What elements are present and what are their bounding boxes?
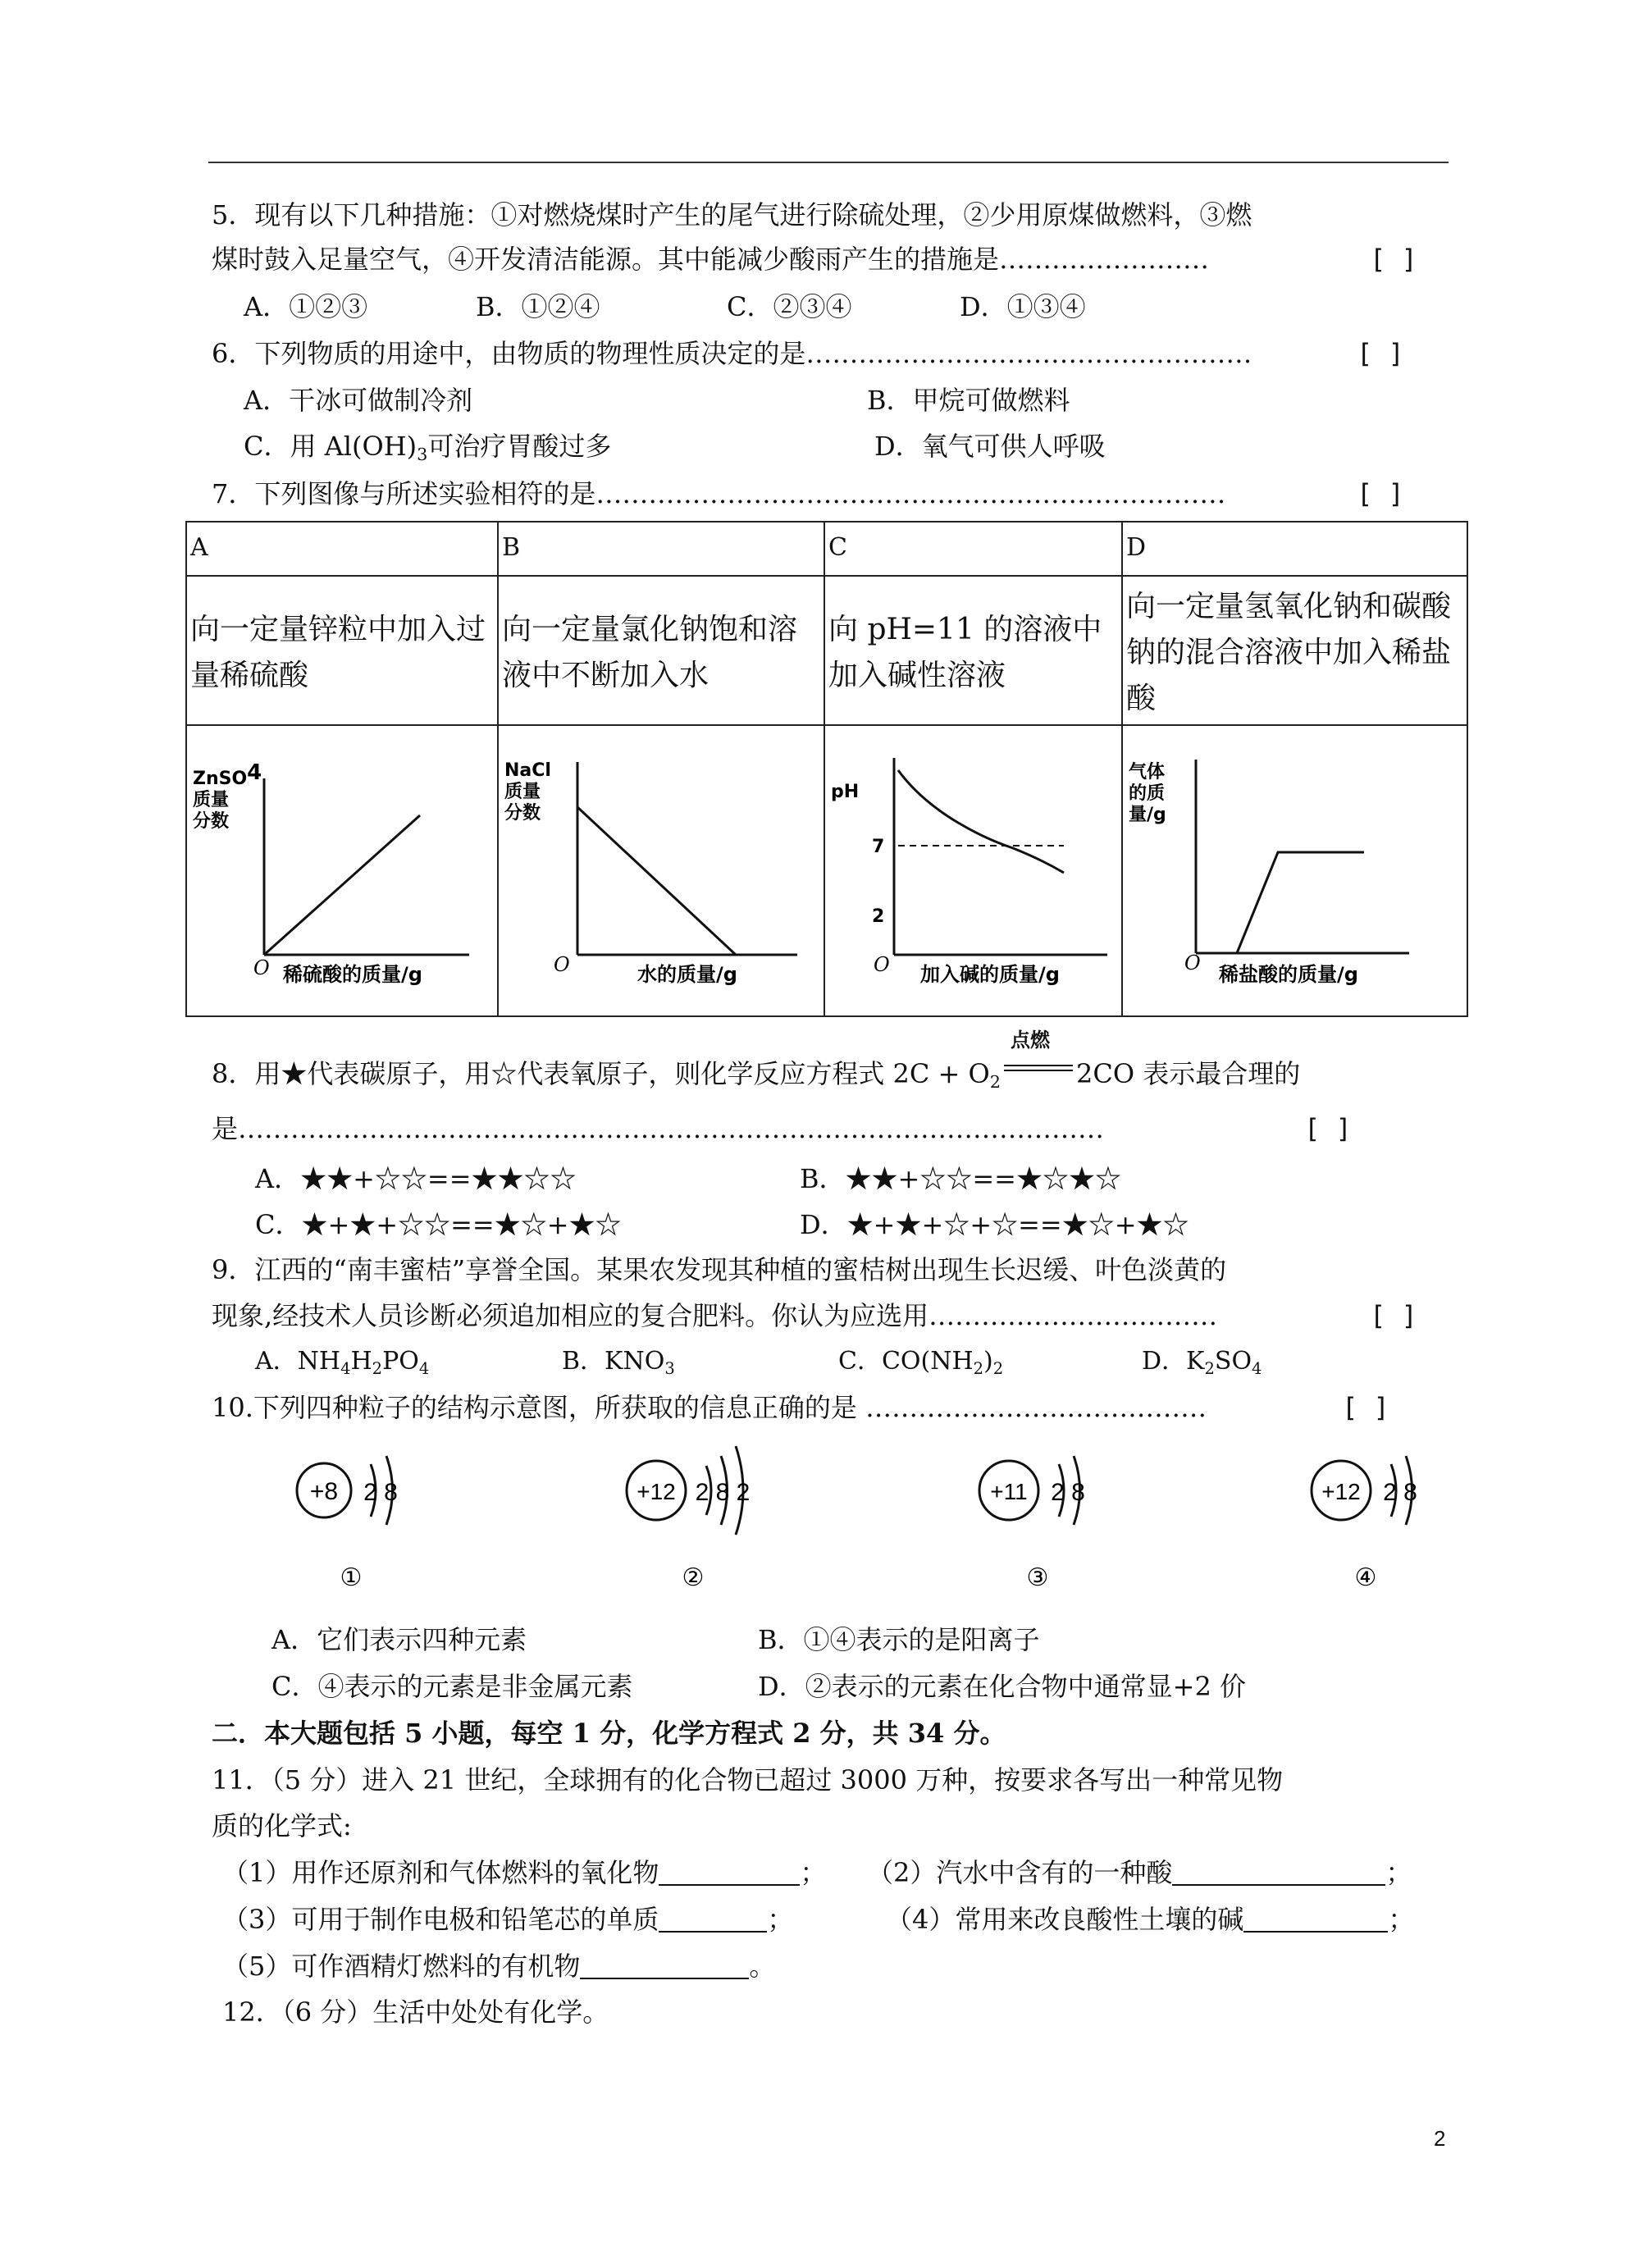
q8-option-b: B．★★+☆☆==★☆★☆ (800, 1163, 1121, 1194)
q11-item-2-text: （2）汽水中含有的一种酸 (867, 1857, 1173, 1888)
page-number: 2 (1434, 2126, 1446, 2151)
q9-option-a-s2: 2 (372, 1358, 383, 1378)
q8-option-d: D．★+★+☆+☆==★☆+★☆ (800, 1209, 1189, 1240)
q7-header-d: D (1126, 533, 1147, 562)
atom-4-label: ④ (1354, 1563, 1377, 1592)
q7-header-b: B (502, 533, 521, 562)
q11-item-3-text: （3）可用于制作电极和铅笔芯的单质 (222, 1904, 659, 1935)
q6-option-c-sub: 3 (417, 445, 428, 465)
q11-answer-2-blank[interactable] (1172, 1858, 1385, 1886)
q10-stem: 10.下列四种粒子的结构示意图，所获取的信息正确的是 ………………………………… (212, 1392, 1207, 1423)
q11-item-1 (222, 1857, 826, 1888)
q7-header-c: C (828, 533, 847, 562)
chart-a-ylabel-1: ZnSO4 (193, 760, 262, 789)
q11-item-4 (886, 1904, 1414, 1935)
q11-item-2 (867, 1857, 1412, 1888)
q11-line2: 质的化学式: (212, 1810, 352, 1841)
q11-item-5-text: （5）可作酒精灯燃料的有机物 (222, 1951, 581, 1982)
q11-line1: 11．（5 分）进入 21 世纪，全球拥有的化合物已超过 3000 万种，按要求各写出一种常见物 (212, 1764, 1284, 1796)
q9-line1: 9．江西的“南丰蜜桔”享誉全国。某果农发现其种植的蜜桔树出现生长迟缓、叶色淡黄的 (212, 1254, 1227, 1285)
q6-stem: 6．下列物质的用途中，由物质的物理性质决定的是…………………………………………… (212, 338, 1252, 369)
q10-answer-bracket[interactable]: [ ] (1342, 1392, 1389, 1423)
q10-option-c: C．④表示的元素是非金属元素 (271, 1671, 633, 1702)
q5-line2-text: 煤时鼓入足量空气，④开发清洁能源。其中能减少酸雨产生的措施是…………………… (212, 244, 1210, 275)
q11-item-2-sep: ； (1385, 1857, 1412, 1888)
q11-item-1-sep: ； (800, 1857, 827, 1888)
atom-3-label: ③ (1026, 1563, 1049, 1592)
q9-option-c (838, 1347, 1003, 1376)
q7-desc-d: 向一定量氢氧化钠和碳酸钠的混合溶液中加入稀盐酸 (1126, 590, 1452, 715)
q11-item-3-sep: ； (767, 1904, 794, 1935)
chart-b-origin: O (554, 953, 570, 976)
q9-option-b (562, 1347, 675, 1376)
chart-c (824, 725, 1122, 1016)
atom-1-label: ① (340, 1563, 363, 1592)
q11-item-5 (222, 1951, 775, 1982)
q11-answer-1-blank[interactable] (659, 1858, 800, 1886)
q11-item-4-text: （4）常用来改良酸性土壤的碱 (886, 1904, 1244, 1935)
q11-item-5-sep: 。 (749, 1951, 776, 1982)
chart-a-xlabel: 稀硫酸的质量/g (283, 963, 422, 986)
chart-c-tick-7: 7 (872, 837, 885, 857)
q8-reaction-arrow (1001, 1029, 1076, 1083)
q7-desc-a: 向一定量锌粒中加入过量稀硫酸 (190, 613, 486, 692)
chart-d-ylabel-1: 气体 (1129, 762, 1166, 783)
q5-option-c: C．②③④ (727, 291, 852, 322)
q7-header-a: A (190, 533, 208, 562)
chart-d-xlabel: 稀盐酸的质量/g (1219, 963, 1358, 986)
q5-answer-bracket[interactable]: [ ] (1370, 244, 1417, 275)
q9-option-d-t1: D．K (1142, 1347, 1205, 1376)
atom-3-shells: 2 8 (1051, 1479, 1085, 1506)
q9-option-c-t1: C．CO(NH (838, 1347, 974, 1376)
chart-b-ylabel-1: NaCl (504, 760, 551, 781)
q7-desc-b: 向一定量氯化钠饱和溶液中不断加入水 (502, 613, 798, 692)
q12-stem: 12．（6 分）生活中处处有化学。 (222, 1996, 609, 2028)
q8-eq-line-top (1004, 1065, 1073, 1066)
q7-stem: 7．下列图像与所述实验相符的是……………………………………………………………… (212, 478, 1226, 509)
atom-diagram-1 (287, 1431, 451, 1604)
q5-option-a: A．①②③ (244, 291, 368, 322)
q6-option-b: B．甲烷可做燃料 (867, 385, 1070, 416)
q9-option-a-t3: PO (382, 1347, 419, 1376)
q6-option-c-post: 可治疗胃酸过多 (427, 431, 612, 462)
q11-answer-5-blank[interactable] (580, 1951, 749, 1979)
q9-option-c-s2: 2 (992, 1358, 1004, 1378)
q8-eq-line-bottom (1004, 1070, 1073, 1071)
q10-option-a: A．它们表示四种元素 (271, 1624, 527, 1655)
q8-condition: 点燃 (1011, 1029, 1051, 1052)
atom-4-nucleus: +12 (1321, 1479, 1361, 1504)
q9-option-d (1142, 1347, 1262, 1376)
q9-option-b-t1: B．KNO (562, 1347, 665, 1376)
q11-item-4-sep: ； (1388, 1904, 1415, 1935)
chart-c-ylabel: pH (831, 782, 860, 802)
atom-3-nucleus: +11 (990, 1479, 1028, 1504)
q6-option-c-pre: C．用 Al(OH) (244, 431, 417, 462)
chart-d-ylabel-3: 量/g (1129, 805, 1166, 825)
q5-option-d: D．①③④ (960, 291, 1086, 322)
q8-stem-pre: 8．用★代表碳原子，用☆代表氧原子，则化学反应方程式 2C + O (212, 1058, 990, 1089)
q6-answer-bracket[interactable]: [ ] (1357, 338, 1404, 369)
q11-answer-3-blank[interactable] (659, 1905, 767, 1933)
chart-a-ylabel-3: 分数 (193, 811, 230, 832)
chart-d (1122, 725, 1467, 1016)
q9-option-a-t2: H (350, 1347, 372, 1376)
q5-option-b: B．①②④ (476, 291, 600, 322)
chart-a-ylabel-2: 质量 (193, 790, 230, 810)
q8-stem-post: 2CO 表示最合理的 (1076, 1058, 1301, 1089)
chart-c-origin: O (874, 953, 890, 976)
q9-line2: 现象,经技术人员诊断必须追加相应的复合肥料。你认为应选用…………………………… (212, 1300, 1218, 1331)
q11-item-3 (222, 1904, 793, 1935)
q9-option-d-s2: 4 (1252, 1358, 1262, 1378)
chart-b (498, 725, 824, 1016)
chart-b-ylabel-2: 质量 (504, 782, 541, 802)
q9-option-a-s1: 4 (340, 1358, 351, 1378)
q8-stem-line2: 是……………………………………………………………………………………… (212, 1113, 1104, 1144)
q9-option-a-s3: 4 (418, 1358, 430, 1378)
chart-d-origin: O (1184, 951, 1201, 974)
atom-1-nucleus: +8 (309, 1478, 339, 1505)
q7-answer-bracket[interactable]: [ ] (1357, 478, 1404, 509)
q9-option-a-t1: A．NH (255, 1347, 341, 1376)
chart-b-xlabel: 水的质量/g (637, 963, 737, 986)
q9-option-d-s1: 2 (1204, 1358, 1215, 1378)
atom-2-nucleus: +12 (636, 1479, 676, 1504)
chart-c-tick-2: 2 (872, 906, 885, 927)
q9-option-c-t2: ) (983, 1347, 993, 1376)
atom-1-shells: 2 8 (363, 1479, 398, 1506)
atom-2-label: ② (682, 1563, 705, 1592)
section-2-title: 二．本大题包括 5 小题，每空 1 分，化学方程式 2 分，共 34 分。 (212, 1718, 1006, 1749)
atom-diagram-4 (1304, 1431, 1468, 1604)
atom-diagram-3 (972, 1431, 1136, 1604)
q6-option-a: A．干冰可做制冷剂 (244, 385, 473, 416)
chart-b-ylabel-3: 分数 (504, 803, 541, 824)
q8-stem-sub: 2 (989, 1072, 1002, 1093)
q7-desc-c: 向 pH=11 的溶液中加入碱性溶液 (828, 613, 1102, 692)
chart-c-xlabel: 加入碱的质量/g (920, 963, 1060, 986)
q10-option-d: D．②表示的元素在化合物中通常显+2 价 (758, 1671, 1247, 1702)
q9-answer-bracket[interactable]: [ ] (1370, 1300, 1417, 1331)
q9-option-c-s1: 2 (973, 1358, 984, 1378)
q5-line1: 5．现有以下几种措施：①对燃烧煤时产生的尾气进行除硫处理，②少用原煤做燃料，③燃 (212, 199, 1252, 230)
chart-a-origin: O (253, 956, 270, 979)
q8-option-a: A．★★+☆☆==★★☆☆ (255, 1163, 577, 1194)
q11-item-1-text: （1）用作还原剂和气体燃料的氧化物 (222, 1857, 659, 1888)
atom-diagram-2 (619, 1431, 792, 1604)
chart-a (186, 725, 498, 1016)
q9-option-d-t2: SO (1214, 1347, 1252, 1376)
q8-answer-bracket[interactable]: [ ] (1304, 1113, 1352, 1144)
q9-option-b-s1: 3 (664, 1358, 675, 1378)
q10-option-b: B．①④表示的是阳离子 (758, 1624, 1040, 1655)
atom-2-shells: 2 8 2 (695, 1479, 751, 1506)
q6-option-d: D．氧气可供人呼吸 (874, 431, 1106, 462)
atom-4-shells: 2 8 (1383, 1479, 1417, 1506)
q9-option-a (255, 1347, 429, 1376)
q11-answer-4-blank[interactable] (1243, 1905, 1388, 1933)
q8-option-c: C．★+★+☆☆==★☆+★☆ (255, 1209, 622, 1240)
q8-stem-line1 (212, 1029, 1301, 1093)
chart-d-ylabel-2: 的质 (1129, 783, 1166, 804)
